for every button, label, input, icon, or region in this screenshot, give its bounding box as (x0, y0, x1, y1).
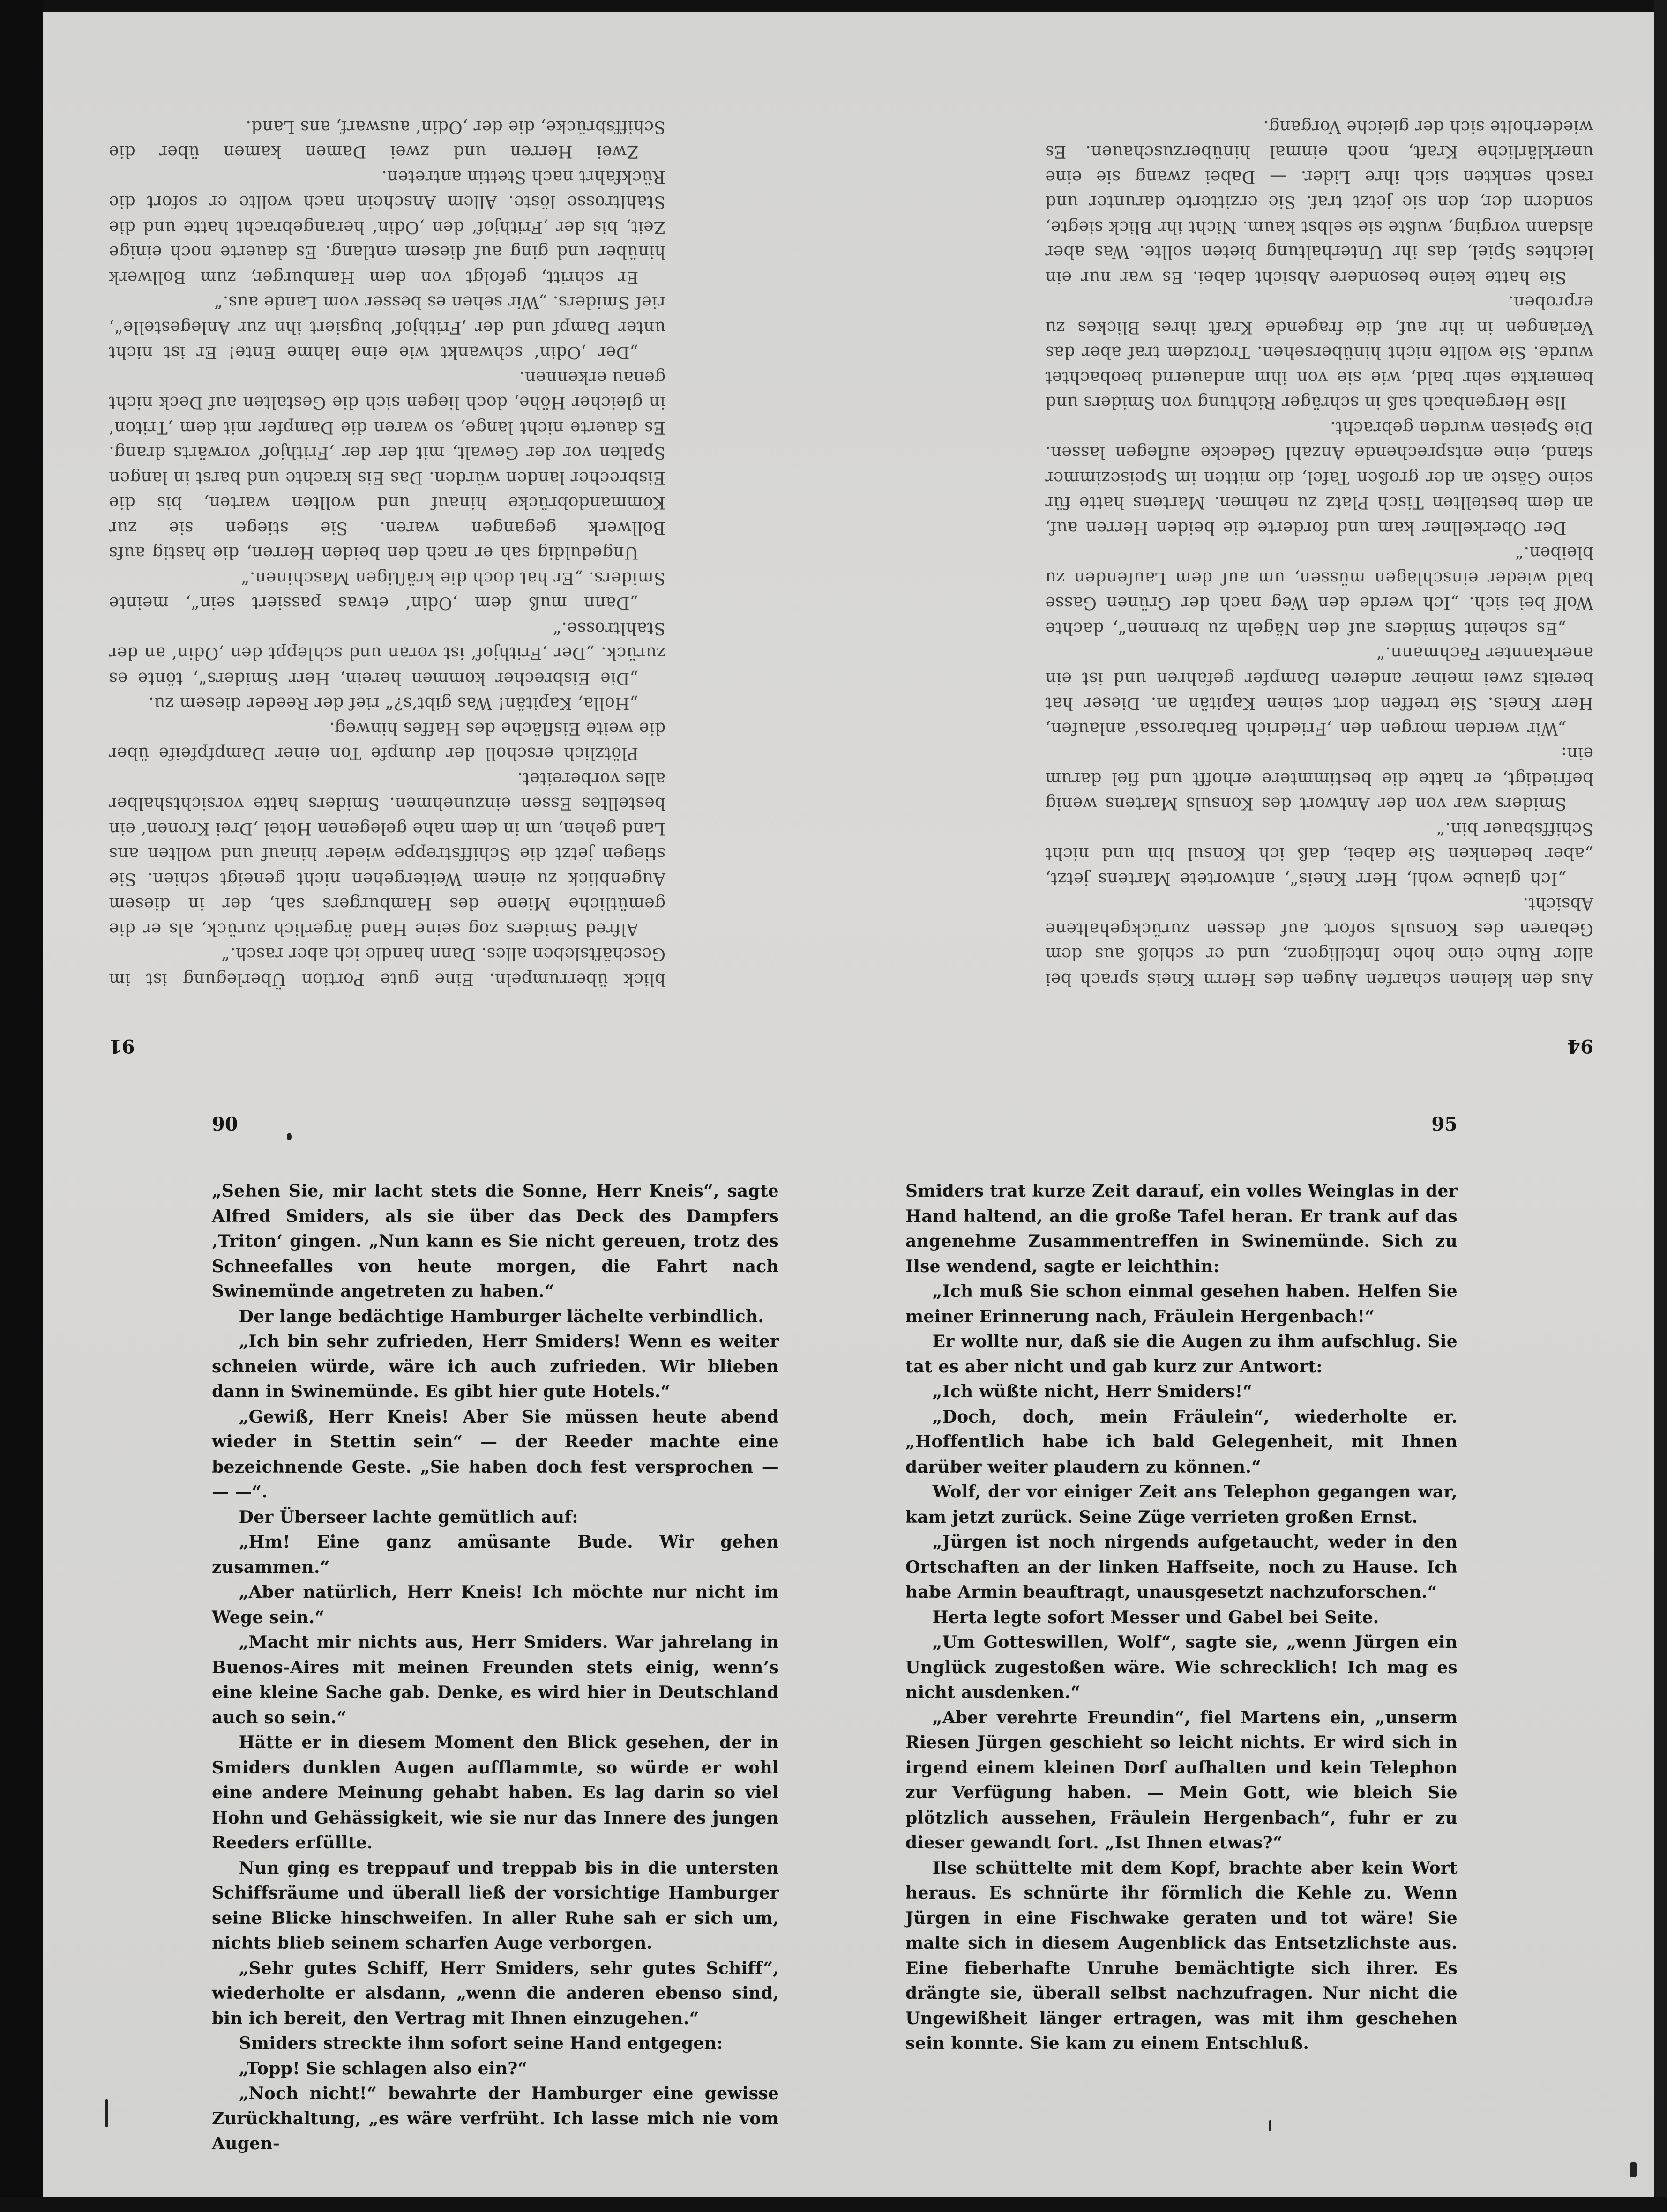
page-body (212, 1179, 779, 2157)
page-number: 94 (1567, 1035, 1593, 1057)
paragraph: „Gewiß, Herr Kneis! Aber Sie müssen heute abend wieder in Stettin sein“ — der Reeder machte eine bezeichnende Geste. „Sie haben doch fest versprochen — — —“. (212, 1407, 779, 1502)
scan-border-right (1654, 0, 1667, 2212)
paragraph: „Ich glaube wohl, Herr Kneis“, antwortete Martens jetzt, „aber bedenken Sie dabei, daß ich Konsul bin und nicht Schiffsbauer bin.“ (1045, 819, 1593, 888)
paragraph: Plötzlich erscholl der dumpfe Ton einer Dampfpfeife über die weite Eisfläche des Haffes hinweg. (109, 719, 665, 763)
paragraph: blick überrumpeln. Eine gute Portion Überlegung ist im Geschäftsleben alles. Dann handle ich aber rasch.“ (109, 944, 665, 989)
page-number: 91 (109, 1035, 135, 1057)
paragraph: „Doch, doch, mein Fräulein“, wiederholte er. „Hoffentlich habe ich bald Gelegenheit, mit Ihnen darüber weiter plaudern zu können.“ (905, 1407, 1458, 1477)
page-body (905, 1179, 1458, 2056)
paragraph: „Wir werden morgen den ‚Friedrich Barbarossa‘ anlaufen, Herr Kneis. Sie treffen dort seinen Kapitän an. Dieser hat bereits zwei meiner anderen Dampfer gefahren und ist ein anerkannter Fachmann.“ (1045, 643, 1593, 738)
paragraph: Ilse schüttelte mit dem Kopf, brachte aber kein Wort heraus. Es schnürte ihr förmlich die Kehle zu. Wenn Jürgen in eine Fischwake geraten und tot wäre! Sie malte sich in diesem Augenblick das Entsetzlichste aus. Eine fieberhafte Unruhe bemächtigte sich ihrer. Es drängte sie, überall selbst nachzufragen. Nur nicht die Ungewißheit länger ertragen, was mit ihm geschehen sein konnte. Sie kam zu einem Entschluß. (905, 1858, 1458, 2053)
scan-speck (1269, 2120, 1271, 2131)
paragraph: Aus den kleinen scharfen Augen des Herrn Kneis sprach bei aller Ruhe eine hohe Intelligenz, und er schloß aus dem Gebaren des Konsuls sofort auf dessen zurückgehaltene Absicht. (1045, 894, 1593, 989)
page-95 (849, 1085, 1654, 2197)
paragraph: Smiders war von der Antwort des Konsuls Martens wenig befriedigt, er hatte die bestimmtere erhofft und fiel darum ein: (1045, 744, 1593, 813)
page-91 (43, 12, 848, 1085)
paragraph: „Aber verehrte Freundin“, fiel Martens ein, „unserm Riesen Jürgen geschieht so leicht nichts. Er wird sich in irgend einem kleinen Dorf aufhalten und kein Telephon zur Verfügung haben. — Mein Gott, wie bleich Sie plötzlich aussehen, Fräulein Hergenbach“, fuhr er zu dieser gewandt fort. „Ist Ihnen etwas?“ (905, 1707, 1458, 1853)
scan-speck (105, 2099, 108, 2127)
paragraph: „Sehen Sie, mir lacht stets die Sonne, Herr Kneis“, sagte Alfred Smiders, als sie über das Deck des Dampfers ‚Triton‘ gingen. „Nun kann es Sie nicht gereuen, trotz des Schneefalles von heute morgen, die Fahrt nach Swinemünde angetreten zu haben.“ (212, 1181, 779, 1301)
scan-border-left (0, 0, 43, 2212)
paragraph: Smiders trat kurze Zeit darauf, ein volles Weinglas in der Hand haltend, an die große Tafel heran. Er trank auf das angenehme Zusammentreffen in Swinemünde. Sich zu Ilse wendend, sagte er leichthin: (905, 1181, 1458, 1276)
paragraph: Smiders streckte ihm sofort seine Hand entgegen: (239, 2033, 723, 2053)
paragraph: „Dann muß dem ‚Odin‘ etwas passiert sein“, meinte Smiders. „Er hat doch die kräftigen Maschinen.“ (109, 568, 665, 613)
scan-border-bottom (0, 2197, 1667, 2212)
upper-spread-inverted (43, 12, 1654, 1085)
page-90 (43, 1085, 849, 2197)
page-number: 95 (1431, 1113, 1458, 1135)
paragraph: „Macht mir nichts aus, Herr Smiders. War jahrelang in Buenos-Aires mit meinen Freunden stets einig, wenn’s eine kleine Sache gab. Denke, es wird hier in Deutschland auch so sein.“ (212, 1632, 779, 1728)
paragraph: Wolf, der vor einiger Zeit ans Telephon gegangen war, kam jetzt zurück. Seine Züge verrieten großen Ernst. (905, 1482, 1458, 1527)
scan-border-top (0, 0, 1667, 12)
paragraph: „Der ‚Odin‘ schwankt wie eine lahme Ente! Er ist nicht unter Dampf und der ‚Frithjof‘ bugsiert ihn zur Anlegestelle“, rief Smiders. „Wir sehen es besser vom Lande aus.“ (109, 292, 665, 362)
paragraph: Hätte er in diesem Moment den Blick gesehen, der in Smiders dunklen Augen aufflammte, so würde er wohl eine andere Meinung gehabt haben. Es lag darin so viel Hohn und Gehässigkeit, wie sie nur das Innere des jungen Reeders erfüllte. (212, 1733, 779, 1853)
paragraph: „Topp! Sie schlagen also ein?“ (239, 2058, 528, 2078)
paragraph: „Die Eisbrecher kommen herein, Herr Smiders“, tönte es zurück. „Der ‚Frithjof‘ ist voran und schleppt den ‚Odin‘ an der Stahltrosse.“ (109, 618, 665, 688)
paragraph: „Hm! Eine ganz amüsante Bude. Wir gehen zusammen.“ (212, 1532, 779, 1577)
paragraph: Zwei Herren und zwei Damen kamen über die Schiffsbrücke, die der ‚Odin‘ auswarf, ans Land. (109, 117, 665, 162)
paragraph: „Ich muß Sie schon einmal gesehen haben. Helfen Sie meiner Erinnerung nach, Fräulein Hergenbach!“ (905, 1281, 1458, 1326)
paragraph: Er schritt, gefolgt von dem Hamburger, zum Bollwerk hinüber und ging auf diesem entlang. Es dauerte noch einige Zeit, bis der ‚Frithjof‘ den ‚Odin‘ herangebracht hatte und die Stahltrosse löste. Allem Anschein nach wollte er sofort die Rückfahrt nach Stettin antreten. (109, 167, 665, 287)
paragraph: „Ich bin sehr zufrieden, Herr Smiders! Wenn es weiter schneien würde, wäre ich auch zufrieden. Wir blieben dann in Swinemünde. Es gibt hier gute Hotels.“ (212, 1332, 779, 1401)
paragraph: „Sehr gutes Schiff, Herr Smiders, sehr gutes Schiff“, wiederholte er alsdann, „wenn die anderen ebenso sind, bin ich bereit, den Vertrag mit Ihnen einzugehen.“ (212, 1958, 779, 2028)
paragraph: „Um Gotteswillen, Wolf“, sagte sie, „wenn Jürgen ein Unglück zugestoßen wäre. Wie schrecklich! Ich mag es nicht ausdenken.“ (905, 1632, 1458, 1702)
paragraph: Der Überseer lachte gemütlich auf: (239, 1507, 578, 1527)
paragraph: „Aber natürlich, Herr Kneis! Ich möchte nur nicht im Wege sein.“ (212, 1582, 779, 1627)
paragraph: Sie hatte keine besondere Absicht dabei. Es war nur ein leichtes Spiel, das ihr Unterhaltung bieten sollte. Was aber alsdann vorging, wußte sie selbst kaum. Nicht ihr Blick siegte, sondern der, den sie jetzt traf. Sie erzitterte darunter und rasch senkten sich ihre Lider. — Dabei zwang sie eine unerklärliche Kraft, noch einmal hinüberzuschauen. Es wiederholte sich der gleiche Vorgang. (1045, 117, 1593, 287)
scan-speck (287, 1133, 292, 1140)
paragraph: „Es scheint Smiders auf den Nägeln zu brennen“, dachte Wolf bei sich. „Ich werde den Weg nach der Grünen Gasse bald wieder einschlagen müssen, um auf dem Laufenden zu bleiben.“ (1045, 543, 1593, 638)
scan-speck (1630, 2162, 1637, 2177)
page-body (109, 114, 665, 992)
paragraph: Alfred Smiders zog seine Hand ärgerlich zurück, als er die gemütliche Miene des Hamburgers sah, der in diesem Augenblick zu einem Weitergehen nicht geneigt schien. Sie stiegen jetzt die Schiffstreppe wieder hinauf und wollten ans Land gehen, um in dem nahe gelegenen Hotel ‚Drei Kronen‘ ein bestelltes Essen einzunehmen. Smiders hatte vorsichtshalber alles vorbereitet. (109, 769, 665, 938)
paragraph: Er wollte nur, daß sie die Augen zu ihm aufschlug. Sie tat es aber nicht und gab kurz zur Antwort: (905, 1332, 1458, 1377)
paragraph: Herta legte sofort Messer und Gabel bei Seite. (932, 1607, 1379, 1627)
page-number: 90 (212, 1113, 238, 1135)
paragraph: Ungeduldig sah er nach den beiden Herren, die hastig aufs Bollwerk gegangen waren. Sie stiegen sie zur Kommandobrücke hinauf und wollten warten, bis die Eisbrecher landen würden. Das Eis krachte und barst in langen Spalten vor der Gewalt, mit der der ‚Frithjof‘ vorwärts drang. Es dauerte nicht lange, so waren die Dampfer mit dem ‚Triton‘ in gleicher Höhe, doch liegen sich die Gestalten auf Deck nicht genau erkennen. (109, 368, 665, 563)
paragraph: Ilse Hergenbach saß in schräger Richtung von Smiders und bemerkte sehr bald, wie sie von ihm andauernd beobachtet wurde. Sie wollte nicht hinübersehen. Trotzdem traf aber das Verlangen in ihr auf, die fragende Kraft ihres Blickes zu erproben. (1045, 292, 1593, 412)
paragraph: Der Oberkellner kam und forderte die beiden Herren auf, an dem bestellten Tisch Platz zu nehmen. Martens hatte für seine Gäste an der großen Tafel, die mitten im Speisezimmer stand, eine entsprechende Anzahl Gedecke auflegen lassen. Die Speisen wurden gebracht. (1045, 418, 1593, 537)
paragraph: „Ich wüßte nicht, Herr Smiders!“ (932, 1382, 1253, 1401)
paragraph: „Noch nicht!“ bewahrte der Hamburger eine gewisse Zurückhaltung, „es wäre verfrüht. Ich lasse mich nie vom Augen- (212, 2084, 779, 2153)
paragraph: „Holla, Kapitän! Was gibt’s?“ rief der Reeder diesem zu. (148, 693, 639, 713)
paragraph: Nun ging es treppauf und treppab bis in die untersten Schiffsräume und überall ließ der vorsichtige Hamburger seine Blicke hinschweifen. In aller Ruhe sah er sich um, nichts blieb seinem scharfen Auge verborgen. (212, 1858, 779, 1953)
lower-spread (43, 1085, 1654, 2197)
page-body (1045, 114, 1593, 992)
paragraph: Der lange bedächtige Hamburger lächelte verbindlich. (239, 1306, 764, 1326)
page-94 (848, 12, 1654, 1085)
paragraph: „Jürgen ist noch nirgends aufgetaucht, weder in den Ortschaften an der linken Haffseite, noch zu Hause. Ich habe Armin beauftragt, unausgesetzt nachzuforschen.“ (905, 1532, 1458, 1602)
